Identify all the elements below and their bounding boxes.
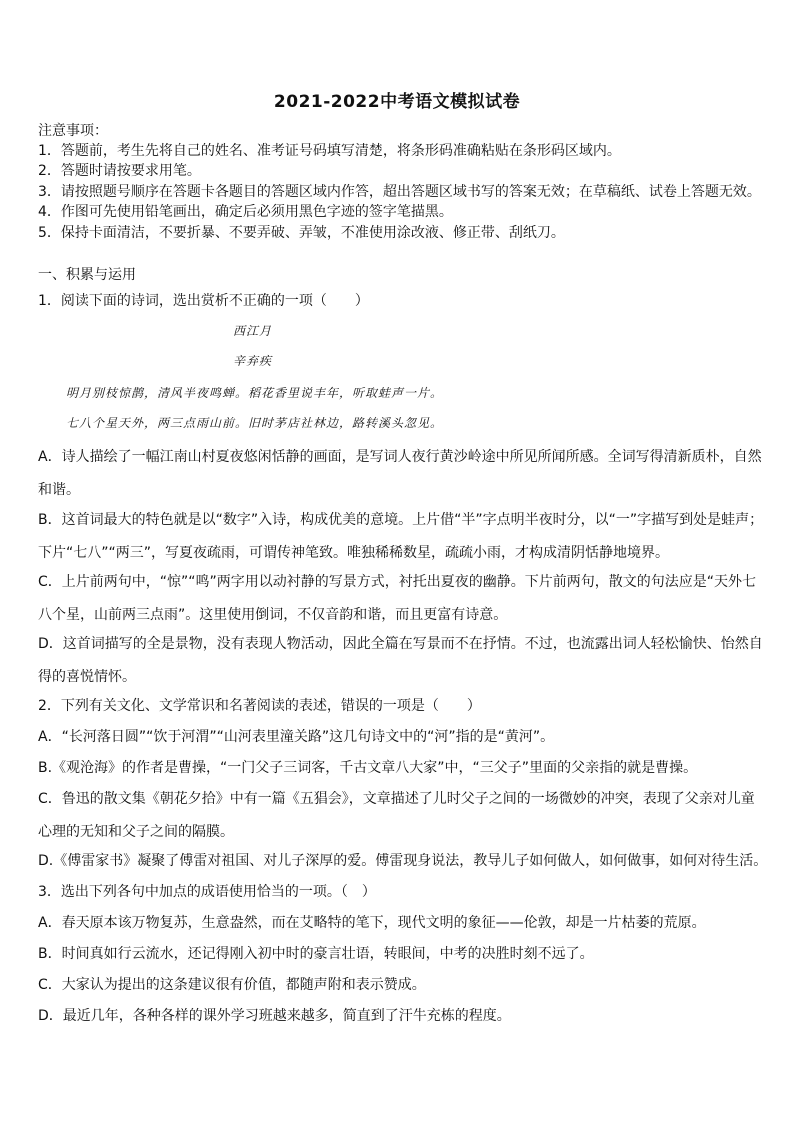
q3-option-b: B．时间真如行云流水，还记得刚入初中时的豪言壮语，转眼间，中考的决胜时刻不远了。 <box>38 946 594 962</box>
q3-option-d: D．最近几年，各种各样的课外学习班越来越多，简直到了汗牛充栋的程度。 <box>38 1008 511 1024</box>
poem-author: 辛弃疾 <box>233 354 273 368</box>
q2-option-d: D.《傅雷家书》凝聚了傅雷对祖国、对儿子深厚的爱。傅雷现身说法，教导儿子如何做人，如何做事，如何对待生活。 <box>38 853 768 869</box>
q1-option-b: B．这首词最大的特色就是以“数字”入诗，构成优美的意境。上片借“半”字点明半夜时分，以“一”字描写到处是蛙声；下片“七八”“两三”，写夏夜疏雨，可谓传神笔致。唯独稀稀数星，疏疏小雨，才构成清阴恬静地境界。 <box>38 512 764 561</box>
poem-title: 西江月 <box>233 324 273 338</box>
q1-option-c: C．上片前两句中，“惊”“鸣”两字用以动衬静的写景方式，衬托出夏夜的幽静。下片前两句，散文的句法应是“天外七八个星，山前两三点雨”。这里使用倒词，不仅音韵和谐，而且更富有诗意。 <box>38 574 757 623</box>
q3-option-a: A．春天原本该万物复苏，生意盎然，而在艾略特的笔下，现代文明的象征——伦敦，却是一片枯萎的荒原。 <box>38 915 706 931</box>
q2-option-a: A．“长河落日圆”“饮于河渭”“山河表里潼关路”这几句诗文中的“河”指的是“黄河”。 <box>38 729 555 745</box>
poem-line: 明月别枝惊鹊，清风半夜鸣蝉。稻花香里说丰年，听取蛙声一片。 <box>66 386 444 400</box>
notice-item-5: 5．保持卡面清洁，不要折暴、不要弄破、弄皱，不准使用涂改液、修正带、刮纸刀。 <box>38 225 565 241</box>
q2-stem: 2．下列有关文化、文学常识和名著阅读的表述，错误的一项是（ ） <box>38 698 481 714</box>
poem-line: 七八个星天外，两三点雨山前。旧时茅店社林边，路转溪头忽见。 <box>66 416 444 430</box>
q2-option-c: C．鲁迅的散文集《朝花夕拾》中有一篇《五猖会》，文章描述了儿时父子之间的一场微妙的冲突，表现了父亲对儿童心理的无知和父子之间的隔膜。 <box>38 791 755 840</box>
q1-option-d: D．这首词描写的全是景物，没有表现人物活动，因此全篇在写景而不在抒情。不过，也流露出词人轻松愉快、怡然自得的喜悦情怀。 <box>38 636 763 685</box>
notice-item-2: 2．答题时请按要求用笔。 <box>38 163 201 179</box>
q3-stem: 3．选出下列各句中加点的成语使用恰当的一项。（ ） <box>38 884 376 900</box>
section-heading: 一、积累与运用 <box>38 267 136 283</box>
q1-option-a: A．诗人描绘了一幅江南山村夏夜悠闲恬静的画面，是写词人夜行黄沙岭途中所见所闻所感。全词写得清新质朴，自然和谐。 <box>38 449 762 498</box>
q3-option-c: C．大家认为提出的这条建议很有价值，都随声附和表示赞成。 <box>38 977 426 993</box>
notice-heading: 注意事项： <box>38 123 108 139</box>
exam-title: 2021-2022中考语文模拟试卷 <box>273 92 521 112</box>
q2-option-b: B.《观沧海》的作者是曹操，“一门父子三词客，千古文章八大家”中，“三父子”里面的父亲指的就是曹操。 <box>38 760 698 776</box>
notice-item-1: 1．答题前，考生先将自己的姓名、准考证号码填写清楚，将条形码准确粘贴在条形码区域内。 <box>38 143 621 159</box>
notice-item-3: 3．请按照题号顺序在答题卡各题目的答题区域内作答，超出答题区域书写的答案无效；在草稿纸、试卷上答题无效。 <box>38 184 761 200</box>
q1-stem: 1．阅读下面的诗词，选出赏析不正确的一项（ ） <box>38 293 369 309</box>
notice-item-4: 4．作图可先使用铅笔画出，确定后必须用黑色字迹的签字笔描黑。 <box>38 204 453 220</box>
